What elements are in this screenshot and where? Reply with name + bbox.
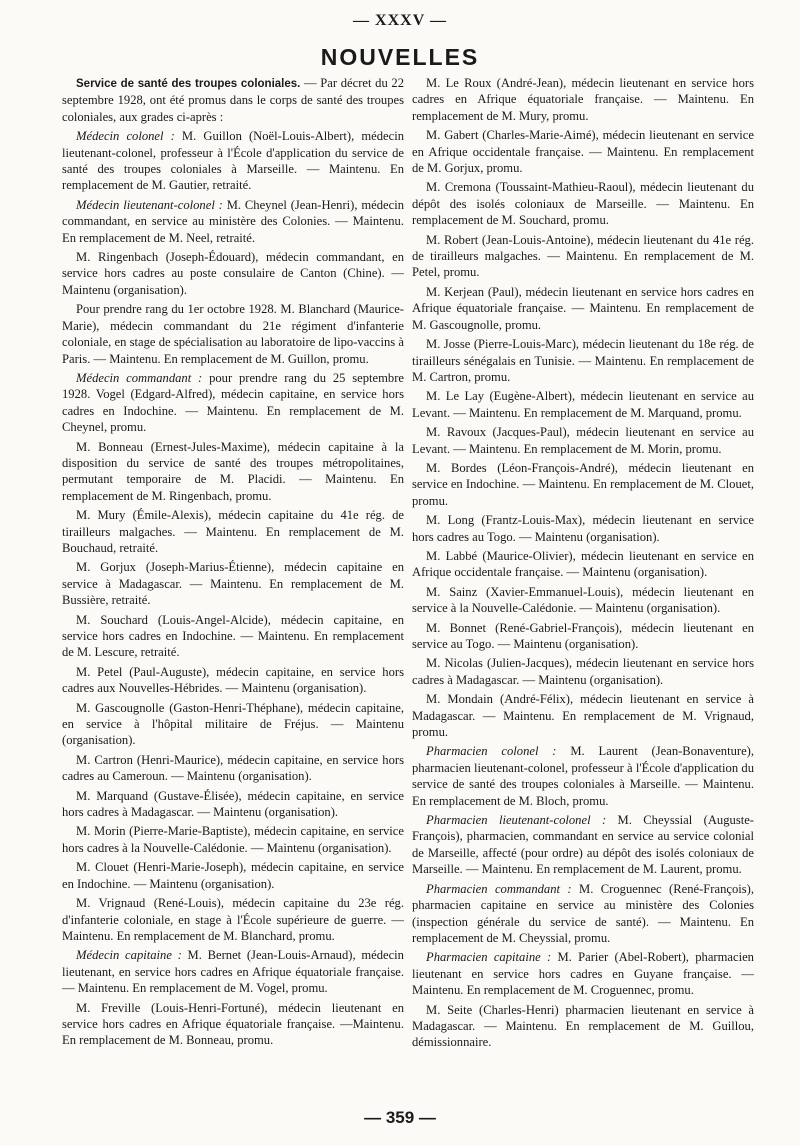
- paragraph-text: M. Seite (Charles-Henri) pharmacien lieutenant en service à Madagascar. — Maintenu. En remplacement de M. Guillou, démissionnaire.: [412, 1002, 754, 1050]
- announcement-paragraph: [412, 388, 754, 421]
- announcement-paragraph: [412, 75, 754, 124]
- grade-label: Médecin colonel :: [76, 129, 175, 144]
- announcement-paragraph: [412, 512, 754, 545]
- paragraph-text: M. Cheyssial (Auguste-François), pharmacien, commandant en service au service colonial de Marseille, affecté (pour ordre) au dépôt des isolés coloniaux de Marseille. — Maintenu. En remplacement de M. Laurent, promu.: [412, 813, 754, 877]
- paragraph-text: M. Gabert (Charles-Marie-Aimé), médecin lieutenant en service en Afrique occidentale française. — Maintenu. En remplacement de M. Gorjux, promu.: [412, 128, 754, 176]
- announcement-paragraph: [412, 284, 754, 333]
- paragraph-text: — Par décret du 22 septembre 1928, ont été promus dans le corps de santé des troupes coloniales, aux grades ci-après :: [62, 76, 404, 124]
- paragraph-text: M. Croguennec (René-François), pharmacien capitaine en service au ministère des Colonies (inspection générale du service de santé). — Maintenu. En remplacement de M. Cheyssial, promu.: [412, 881, 755, 945]
- paragraph-text: M. Josse (Pierre-Louis-Marc), médecin lieutenant du 18e rég. de tirailleurs sénégalais en Tunisie. — Maintenu. En remplacement de M. Cartron, promu.: [412, 337, 754, 384]
- announcement-paragraph: [412, 655, 754, 688]
- grade-label: Médecin capitaine :: [76, 948, 182, 963]
- announcement-paragraph: [412, 812, 754, 878]
- announcement-paragraph: [62, 664, 404, 697]
- grade-label: Pharmacien capitaine :: [426, 950, 552, 965]
- page-number: — 359 —: [364, 1108, 436, 1127]
- paragraph-text: M. Nicolas (Julien-Jacques), médecin lieutenant en service hors cadres à Madagascar. — Maintenu (organisation).: [412, 656, 754, 687]
- paragraph-text: M. Parier (Abel-Robert), pharmacien lieutenant en service hors cadres en Guyane française. — Maintenu. En remplacement de M. Croguennec, promu.: [412, 950, 754, 998]
- paragraph-text: M. Kerjean (Paul), médecin lieutenant en service hors cadres en Afrique équatoriale française. — Maintenu. En remplacement de M. Gascougnolle, promu.: [412, 284, 754, 332]
- announcement-paragraph: [412, 691, 754, 740]
- paragraph-text: M. Freville (Louis-Henri-Fortuné), médecin lieutenant en service hors cadres en Afrique équatoriale française. —Maintenu. En remplacement de M. Bonneau, promu.: [62, 1000, 404, 1048]
- announcement-paragraph: [62, 612, 404, 661]
- grade-label: Pharmacien commandant :: [426, 881, 572, 896]
- paragraph-text: M. Sainz (Xavier-Emmanuel-Louis), médecin lieutenant en service à la Nouvelle-Calédonie. — Maintenu (organisation).: [412, 584, 754, 616]
- paragraph-text: M. Labbé (Maurice-Olivier), médecin lieutenant en service en Afrique occidentale française. — Maintenu (organisation).: [412, 548, 754, 580]
- announcement-paragraph: [412, 127, 754, 176]
- announcement-paragraph: [412, 949, 754, 998]
- paragraph-text: M. Mury (Émile-Alexis), médecin capitaine du 41e rég. de tirailleurs malgaches. — Maintenu. En remplacement de M. Bouchaud, retraité.: [62, 508, 404, 555]
- grade-label: Pharmacien lieutenant-colonel :: [426, 813, 607, 828]
- announcement-paragraph: [62, 301, 404, 367]
- paragraph-text: M. Bordes (Léon-François-André), médecin lieutenant en service en Indochine. — Maintenu. En remplacement de M. Clouet, promu.: [412, 460, 754, 508]
- grade-label: Médecin commandant :: [76, 370, 203, 385]
- paragraph-text: M. Guillon (Noël-Louis-Albert), médecin lieutenant-colonel, professeur à l'École d'application du service de santé des troupes coloniales à Marseille. — Maintenu. En remplacement de M. Gautier, retraité.: [62, 129, 404, 193]
- announcement-paragraph: [412, 548, 754, 581]
- announcement-paragraph: [62, 249, 404, 298]
- announcement-paragraph: [62, 700, 404, 749]
- paragraph-text: M. Mondain (André-Félix), médecin lieutenant en service à Madagascar. — Maintenu. En remplacement de M. Vrignaud, promu.: [412, 692, 754, 740]
- right-column: [412, 75, 754, 1054]
- paragraph-text: pour prendre rang du 25 septembre 1928. Vogel (Edgard-Alfred), médecin capitaine, en service hors cadres en Indochine. — Maintenu. En remplacement de M. Cheynel, promu.: [62, 370, 405, 435]
- grade-label: Pharmacien colonel :: [426, 744, 557, 759]
- announcement-paragraph: [62, 788, 404, 821]
- paragraph-text: M. Marquand (Gustave-Élisée), médecin capitaine, en service hors cadres à Madagascar. — Maintenu (organisation).: [62, 788, 404, 820]
- announcement-paragraph: [412, 460, 754, 509]
- announcement-paragraph: [62, 1000, 404, 1049]
- announcement-paragraph: [412, 232, 754, 281]
- paragraph-text: M. Cartron (Henri-Maurice), médecin capitaine, en service hors cadres au Cameroun. — Maintenu (organisation).: [62, 752, 404, 784]
- paragraph-text: M. Ringenbach (Joseph-Édouard), médecin commandant, en service hors cadres au poste consulaire de Canton (Chine). — Maintenu (organisation).: [62, 250, 404, 297]
- announcement-paragraph: [62, 895, 404, 944]
- announcement-paragraph: [62, 75, 404, 125]
- paragraph-text: M. Laurent (Jean-Bonaventure), pharmacien lieutenant-colonel, professeur à l'École d'application du service de santé des troupes coloniales à Marseille. — Maintenu. En remplacement de M. Bloch, promu.: [412, 744, 755, 808]
- page-title: NOUVELLES: [320, 44, 480, 70]
- announcement-paragraph: [62, 507, 404, 556]
- announcement-paragraph: [412, 881, 754, 947]
- announcement-paragraph: [412, 336, 754, 385]
- announcement-paragraph: [412, 179, 754, 228]
- paragraph-text: M. Ravoux (Jacques-Paul), médecin lieutenant en service au Levant. — Maintenu. En remplacement de M. Morin, promu.: [412, 425, 754, 456]
- paragraph-text: M. Long (Frantz-Louis-Max), médecin lieutenant en service hors cadres au Togo. — Maintenu (organisation).: [412, 513, 754, 544]
- paragraph-text: M. Cheynel (Jean-Henri), médecin commandant, en service au ministère des Colonies. — Maintenu. En remplacement de M. Neel, retraité.: [62, 197, 404, 245]
- announcement-paragraph: [412, 424, 754, 457]
- paragraph-text: M. Bonneau (Ernest-Jules-Maxime), médecin capitaine à la disposition du service de santé des troupes métropolitaines, permutant temporaire de M. Placidi. — Maintenu. En remplacement de M. Ringenbach, promu.: [62, 439, 404, 503]
- paragraph-text: M. Clouet (Henri-Marie-Joseph), médecin capitaine, en service en Indochine. — Maintenu (organisation).: [62, 860, 404, 891]
- paragraph-text: M. Le Lay (Eugène-Albert), médecin lieutenant en service au Levant. — Maintenu. En remplacement de M. Marquand, promu.: [412, 389, 754, 420]
- paragraph-text: M. Gascougnolle (Gaston-Henri-Théphane), médecin capitaine, en service à l'hôpital militaire de Fréjus. — Maintenu (organisation).: [62, 700, 404, 748]
- announcement-paragraph: [62, 859, 404, 892]
- paragraph-text: M. Bernet (Jean-Louis-Arnaud), médecin lieutenant, en service hors cadres en Afrique équatoriale française. — Maintenu. En remplacement de M. Vogel, promu.: [62, 948, 404, 996]
- page-roman-number: — XXXV —: [353, 12, 447, 29]
- announcement-paragraph: [412, 584, 754, 617]
- paragraph-text: M. Bonnet (René-Gabriel-François), médecin lieutenant en service au Togo. — Maintenu (organisation).: [412, 620, 754, 651]
- paragraph-text: M. Morin (Pierre-Marie-Baptiste), médecin capitaine, en service hors cadres à la Nouvelle-Calédonie. — Maintenu (organisation).: [62, 824, 404, 855]
- paragraph-text: M. Cremona (Toussaint-Mathieu-Raoul), médecin lieutenant du dépôt des isolés coloniaux de Marseille. — Maintenu. En remplacement de M. Souchard, promu.: [412, 180, 754, 228]
- announcement-paragraph: [412, 743, 754, 809]
- announcement-paragraph: [62, 128, 404, 194]
- paragraph-text: M. Petel (Paul-Auguste), médecin capitaine, en service hors cadres aux Nouvelles-Hébrides. — Maintenu (organisation).: [62, 664, 404, 696]
- grade-label: Médecin lieutenant-colonel :: [76, 197, 223, 212]
- announcement-paragraph: [62, 439, 404, 505]
- paragraph-text: M. Souchard (Louis-Angel-Alcide), médecin capitaine, en service hors cadres en Indochine. — Maintenu. En remplacement de M. Lescure, retraité.: [62, 612, 404, 660]
- paragraph-text: M. Gorjux (Joseph-Marius-Étienne), médecin capitaine en service à Madagascar. — Maintenu. En remplacement de M. Bussière, retraité.: [62, 560, 404, 608]
- paragraph-text: Pour prendre rang du 1er octobre 1928. M. Blanchard (Maurice-Marie), médecin commandant du 21e régiment d'infanterie coloniale, en stage de spécialisation au laboratoire de lipo-vaccins à Paris. — Maintenu. En remplacement de M. Guillon, promu.: [62, 302, 404, 366]
- announcement-paragraph: [62, 752, 404, 785]
- section-heading: Service de santé des troupes coloniales.: [76, 78, 301, 90]
- announcement-paragraph: [412, 620, 754, 653]
- paragraph-text: M. Le Roux (André-Jean), médecin lieutenant en service hors cadres en Afrique équatoriale française. — Maintenu. En remplacement de M. Mury, promu.: [412, 76, 754, 123]
- announcement-paragraph: [62, 197, 404, 246]
- paragraph-text: M. Vrignaud (René-Louis), médecin capitaine du 23e rég. d'infanterie coloniale, en stage à l'École supérieure de guerre. — Maintenu. En remplacement de M. Blanchard, promu.: [62, 896, 404, 943]
- announcement-paragraph: [62, 370, 404, 436]
- announcement-paragraph: [62, 823, 404, 856]
- paragraph-text: M. Robert (Jean-Louis-Antoine), médecin lieutenant du 41e rég. de tirailleurs malgaches. — Maintenu. En remplacement de M. Petel, promu.: [412, 232, 754, 280]
- announcement-paragraph: [62, 559, 404, 608]
- announcement-paragraph: [412, 1002, 754, 1051]
- announcement-paragraph: [62, 947, 404, 996]
- left-column: [62, 75, 404, 1052]
